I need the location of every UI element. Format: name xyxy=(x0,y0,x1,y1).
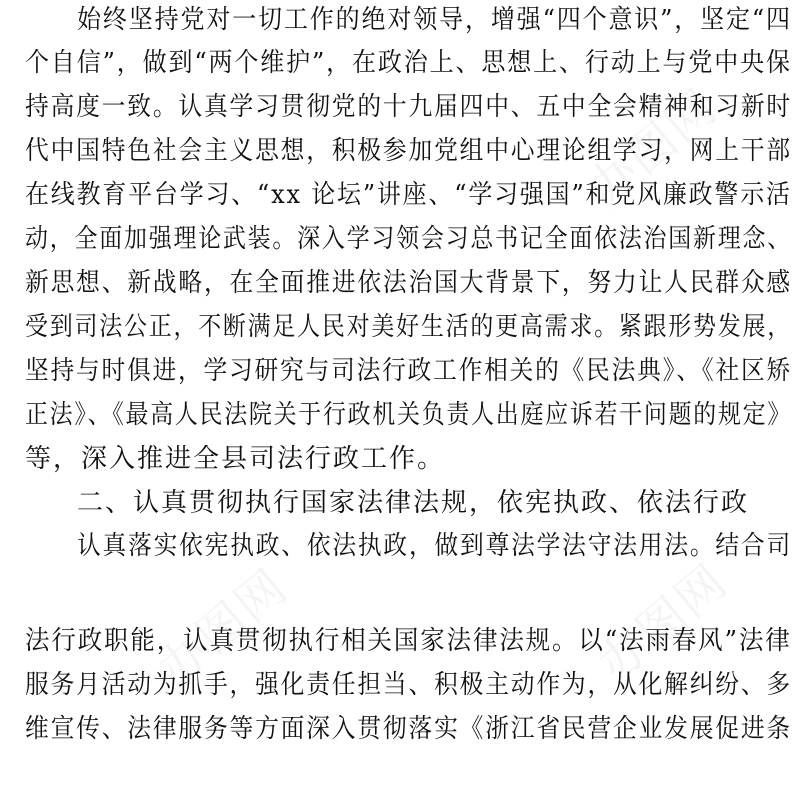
text-line: 在线教育平台学习、“xx 论坛”讲座、“学习强国”和党风廉政警示活 xyxy=(25,180,792,210)
watermark: 办图网 xyxy=(577,78,729,218)
text-line: 受到司法公正，不断满足人民对美好生活的更高需求。紧跟形势发展， xyxy=(25,312,793,342)
text-line: 代中国特色社会主义思想，积极参加党组中心理论组学习，网上干部 xyxy=(25,136,793,166)
section-heading: 二、认真贯彻执行国家法律法规，依宪执政、依法行政 xyxy=(77,488,750,518)
watermark: 办图网 xyxy=(587,553,739,693)
text-line: 个自信”，做到“两个维护”，在政治上、思想上、行动上与党中央保 xyxy=(25,48,792,78)
text-line: 认真落实依宪执政、依法执政，做到尊法学法守法用法。结合司 xyxy=(77,531,793,561)
text-line: 始终坚持党对一切工作的绝对领导，增强“四个意识”，坚定“四 xyxy=(77,5,792,35)
text-line: 维宣传、法律服务等方面深入贯彻落实《浙江省民营企业发展促进条 xyxy=(25,714,793,744)
text-line: 法行政职能，认真贯彻执行相关国家法律法规。以“法雨春风”法律 xyxy=(25,626,792,656)
text-line: 等，深入推进全县司法行政工作。 xyxy=(25,444,446,474)
watermark: 办图网 xyxy=(147,558,299,698)
text-line: 坚持与时俱进，学习研究与司法行政工作相关的《民法典》、《社区矫 xyxy=(25,356,793,386)
text-line: 动，全面加强理论武装。深入学习领会习总书记全面依法治国新理念、 xyxy=(25,224,793,254)
text-line: 新思想、新战略，在全面推进依法治国大背景下，努力让人民群众感 xyxy=(25,268,793,298)
text-line: 正法》、《最高人民法院关于行政机关负责人出庭应诉若干问题的规定》 xyxy=(25,400,793,430)
text-line: 持高度一致。认真学习贯彻党的十九届四中、五中全会精神和习新时 xyxy=(25,92,793,122)
text-line: 服务月活动为抓手，强化责任担当、积极主动作为，从化解纠纷、多 xyxy=(25,670,793,700)
